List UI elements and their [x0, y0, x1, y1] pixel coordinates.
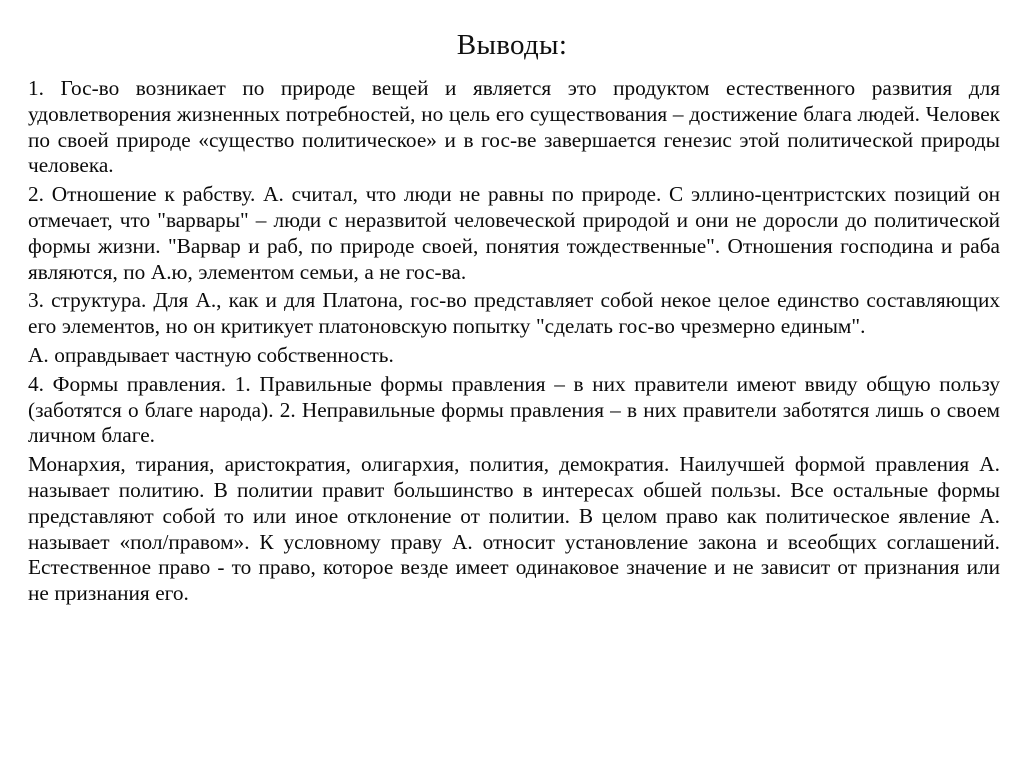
paragraph-conclusion-3-note: А. оправдывает частную собственность. [28, 342, 394, 367]
paragraph-conclusion-3: 3. структура. Для А., как и для Платона, гос-во представляет собой некое целое единство составляющих его элементов, но он критикует платоновскую попытку "сделать гос-во чрезмерно единым". [28, 288, 1000, 339]
paragraph-conclusion-4-detail: Монархия, тирания, аристократия, олигархия, полития, демократия. Наилучшей формой правления А. называет политию. В политии правит большинство в интересах обшей пользы. Все остальные формы представляют собой то или иное отклонение от политии. В целом право как политическое явление А. называет «пол/правом». К условному праву А. относит установление закона и всеобщих соглашений. Естественное право - то право, которое везде имеет одинаковое значение и не зависит от признания или не признания его. [28, 452, 1000, 606]
paragraph-conclusion-1: 1. Гос-во возникает по природе вещей и является это продуктом естественного развития для удовлетворения жизненных потребностей, но цель его существования – достижение блага людей. Человек по своей природе «существо политическое» и в гос-ве завершается генезис этой политической природы человека. [28, 76, 1000, 178]
paragraph-conclusion-2: 2. Отношение к рабству. А. считал, что люди не равны по природе. С эллино-центристских позиций он отмечает, что "варвары" – люди с неразвитой человеческой природой и они не доросли до политической формы жизни. "Варвар и раб, по природе своей, понятия тождественные". Отношения господина и раба являются, по А.ю, элементом семьи, а не гос-ва. [28, 182, 1000, 284]
document-body [28, 76, 1000, 607]
page-title: Выводы: [456, 29, 568, 61]
paragraph-conclusion-4: 4. Формы правления. 1. Правильные формы правления – в них правители имеют ввиду общую пользу (заботятся о благе народа). 2. Неправильные формы правления – в них правители заботятся лишь о своем личном благе. [28, 371, 1000, 448]
